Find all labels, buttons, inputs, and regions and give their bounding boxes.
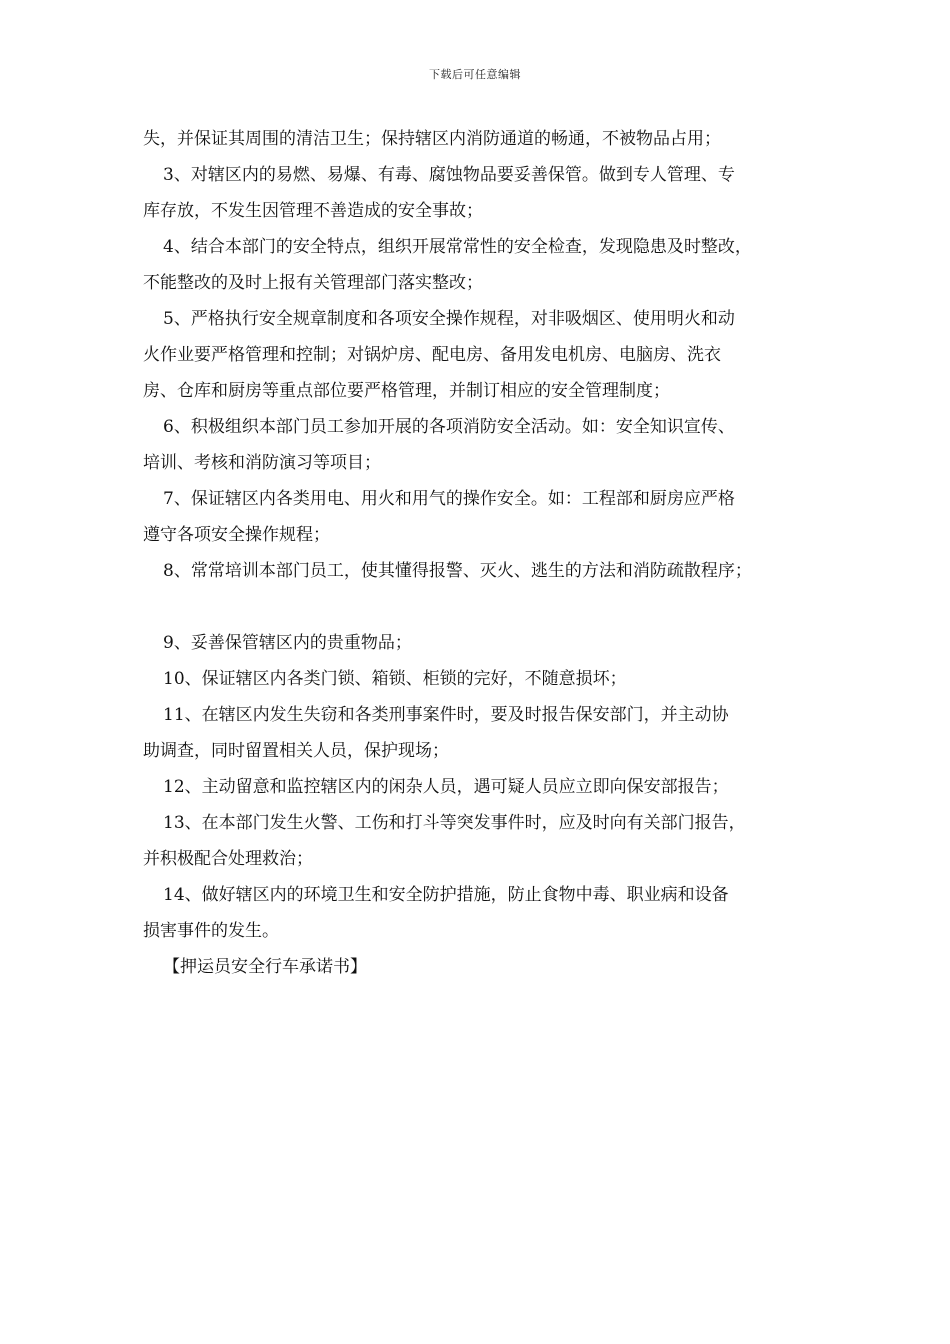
text-line: 9、妥善保管辖区内的贵重物品；	[163, 633, 412, 653]
text-line: 培训、考核和消防演习等项目；	[143, 453, 381, 473]
text-line: 3、对辖区内的易燃、易爆、有毒、腐蚀物品要妥善保管。做到专人管理、专	[163, 165, 735, 185]
text-line: 损害事件的发生。	[143, 921, 279, 941]
text-line: 房、仓库和厨房等重点部位要严格管理，并制订相应的安全管理制度；	[143, 381, 670, 401]
text-line: 10、保证辖区内各类门锁、箱锁、柜锁的完好，不随意损坏；	[163, 669, 627, 689]
text-line: 遵守各项安全操作规程；	[143, 525, 330, 545]
text-line: 4、结合本部门的安全特点，组织开展常常性的安全检查，发现隐患及时整改，	[163, 237, 752, 257]
text-line: 12、主动留意和监控辖区内的闲杂人员，遇可疑人员应立即向保安部报告；	[163, 777, 729, 797]
blank-line	[143, 589, 813, 625]
text-line: 库存放，不发生因管理不善造成的安全事故；	[143, 201, 483, 221]
text-line: 13、在本部门发生火警、工伤和打斗等突发事件时，应及时向有关部门报告，	[163, 813, 746, 833]
document-body	[143, 121, 813, 985]
text-line: 14、做好辖区内的环境卫生和安全防护措施，防止食物中毒、职业病和设备	[163, 885, 729, 905]
text-line: 5、严格执行安全规章制度和各项安全操作规程，对非吸烟区、使用明火和动	[163, 309, 735, 329]
text-line: 并积极配合处理救治；	[143, 849, 313, 869]
text-line: 7、保证辖区内各类用电、用火和用气的操作安全。如：工程部和厨房应严格	[163, 489, 735, 509]
text-line: 助调查，同时留置相关人员，保护现场；	[143, 741, 449, 761]
text-line: 失，并保证其周围的清洁卫生；保持辖区内消防通道的畅通，不被物品占用；	[143, 129, 721, 149]
section-title: 【押运员安全行车承诺书】	[163, 957, 367, 977]
text-line: 火作业要严格管理和控制；对锅炉房、配电房、备用发电机房、电脑房、洗衣	[143, 345, 721, 365]
text-line: 8、常常培训本部门员工，使其懂得报警、灭火、逃生的方法和消防疏散程序；	[163, 561, 752, 581]
text-line: 不能整改的及时上报有关管理部门落实整改；	[143, 273, 483, 293]
page-header: 下载后可任意编辑	[429, 68, 521, 81]
text-line: 6、积极组织本部门员工参加开展的各项消防安全活动。如：安全知识宣传、	[163, 417, 735, 437]
text-line: 11、在辖区内发生失窃和各类刑事案件时，要及时报告保安部门，并主动协	[163, 705, 729, 725]
